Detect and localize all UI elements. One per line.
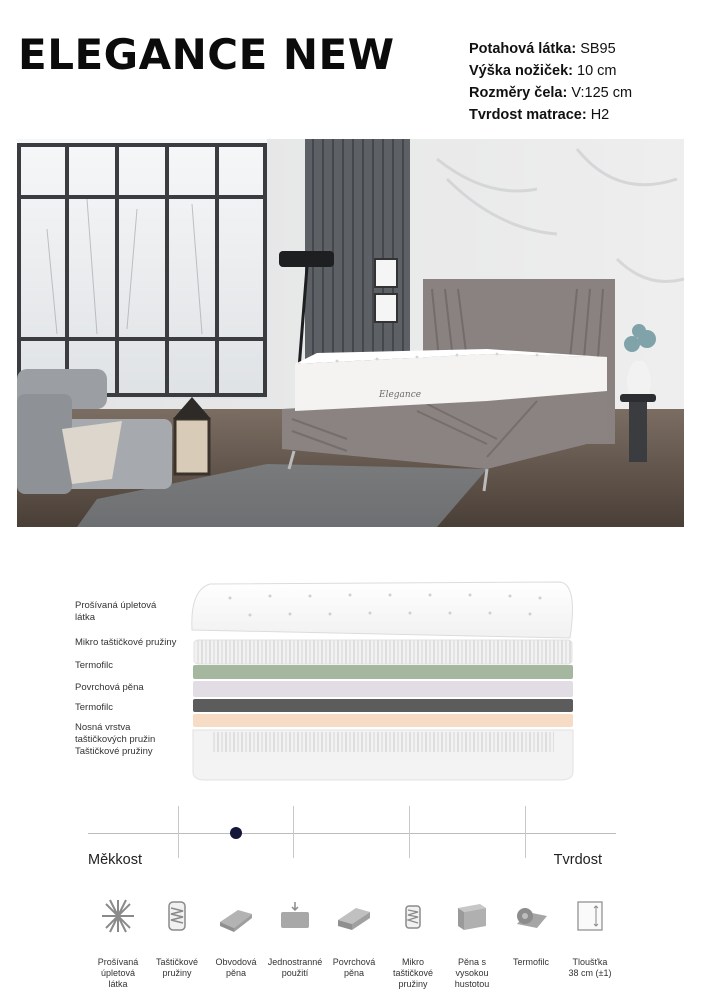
hd-foam-icon xyxy=(452,896,492,936)
spec-value: V:125 cm xyxy=(571,85,633,101)
layer-label: Prošívaná úpletová xyxy=(75,600,157,611)
mattress-layer-diagram xyxy=(0,560,707,800)
layer-label: Nosná vrstva xyxy=(75,722,131,733)
spec-label: Výška nožiček: xyxy=(469,63,573,79)
layer-micro-springs xyxy=(194,640,572,664)
feature-perimeter-foam xyxy=(203,896,269,979)
product-title: ELEGANCE NEW xyxy=(18,30,395,79)
feature-micro-springs xyxy=(380,896,446,990)
feature-label: použití xyxy=(281,968,309,978)
feature-one-sided xyxy=(262,896,328,979)
layer-surface-foam xyxy=(193,681,573,697)
feature-label: úpletová xyxy=(100,968,136,978)
feature-label: vysokou xyxy=(455,968,489,978)
layer-stack xyxy=(0,560,707,800)
scale-tick xyxy=(293,806,294,858)
layer-support xyxy=(193,714,573,727)
feature-label: hustotou xyxy=(454,979,490,989)
scale-line xyxy=(88,833,616,834)
spec-label: Potahová látka: xyxy=(469,41,577,57)
layer-quilted-top xyxy=(192,582,573,638)
spec-label: Tvrdost matrace: xyxy=(469,107,587,123)
scale-tick xyxy=(178,806,179,858)
feature-hd-foam xyxy=(439,896,505,990)
surface-foam-icon xyxy=(334,896,374,936)
spec-value: H2 xyxy=(590,107,610,123)
perimeter-foam-icon xyxy=(216,896,256,936)
layer-label: Termofilc xyxy=(75,660,114,671)
feature-label: Mikro xyxy=(402,957,424,967)
spec-row-firmness xyxy=(469,104,632,126)
spec-label: Rozměry čela: xyxy=(469,85,568,101)
feature-label: Obvodová xyxy=(215,957,257,967)
firmness-indicator xyxy=(230,827,242,839)
feature-label: pěna xyxy=(343,968,365,978)
felt-roll-icon xyxy=(511,896,551,936)
feature-thickness xyxy=(557,896,623,979)
scale-tick xyxy=(525,806,526,858)
spec-list xyxy=(469,38,632,126)
feature-label: Pěna s xyxy=(457,957,487,967)
layer-felt-dark xyxy=(193,699,573,712)
firmness-scale xyxy=(88,806,616,876)
hard-label: Tvrdost xyxy=(553,852,602,868)
feature-label: pružiny xyxy=(162,968,192,978)
layer-label: Mikro taštičkové pružiny xyxy=(75,637,177,648)
feature-knit-fabric xyxy=(85,896,151,990)
spec-row-legs xyxy=(469,60,632,82)
feature-label: Tloušťka xyxy=(572,957,608,967)
product-photo xyxy=(17,139,684,527)
spec-row-fabric xyxy=(469,38,632,60)
pocket-spring-icon xyxy=(157,896,197,936)
feature-label: Termofilc xyxy=(512,957,549,967)
one-sided-icon xyxy=(275,896,315,936)
micro-spring-icon xyxy=(393,896,433,936)
layer-label: Taštičkové pružiny xyxy=(75,746,153,757)
layer-felt-green xyxy=(193,665,573,679)
knit-fabric-icon xyxy=(98,896,138,936)
spec-row-headboard xyxy=(469,82,632,104)
layer-label: taštičkových pružin xyxy=(75,734,156,745)
layer-label: Termofilc xyxy=(75,702,114,713)
feature-surface-foam xyxy=(321,896,387,979)
feature-felt xyxy=(498,896,564,968)
feature-label: 38 cm (±1) xyxy=(568,968,612,978)
spec-value: SB95 xyxy=(580,41,616,57)
feature-label: Povrchová xyxy=(332,957,376,967)
feature-label: pěna xyxy=(225,968,247,978)
feature-label: látka xyxy=(108,979,128,989)
feature-pocket-springs xyxy=(144,896,210,979)
mattress-brand-text: Elegance xyxy=(379,390,422,400)
feature-label: pružiny xyxy=(398,979,428,989)
feature-label: Taštičkové xyxy=(155,957,199,967)
bedroom-scene xyxy=(17,139,684,527)
feature-label: taštičkové xyxy=(392,968,434,978)
soft-label: Měkkost xyxy=(88,852,142,868)
feature-label: Jednostranné xyxy=(267,957,323,967)
spec-value: 10 cm xyxy=(577,63,617,79)
feature-label: Prošívaná xyxy=(97,957,139,967)
thickness-icon xyxy=(570,896,610,936)
layer-label: látka xyxy=(75,612,96,623)
scale-tick xyxy=(409,806,410,858)
layer-label: Povrchová pěna xyxy=(75,682,144,693)
